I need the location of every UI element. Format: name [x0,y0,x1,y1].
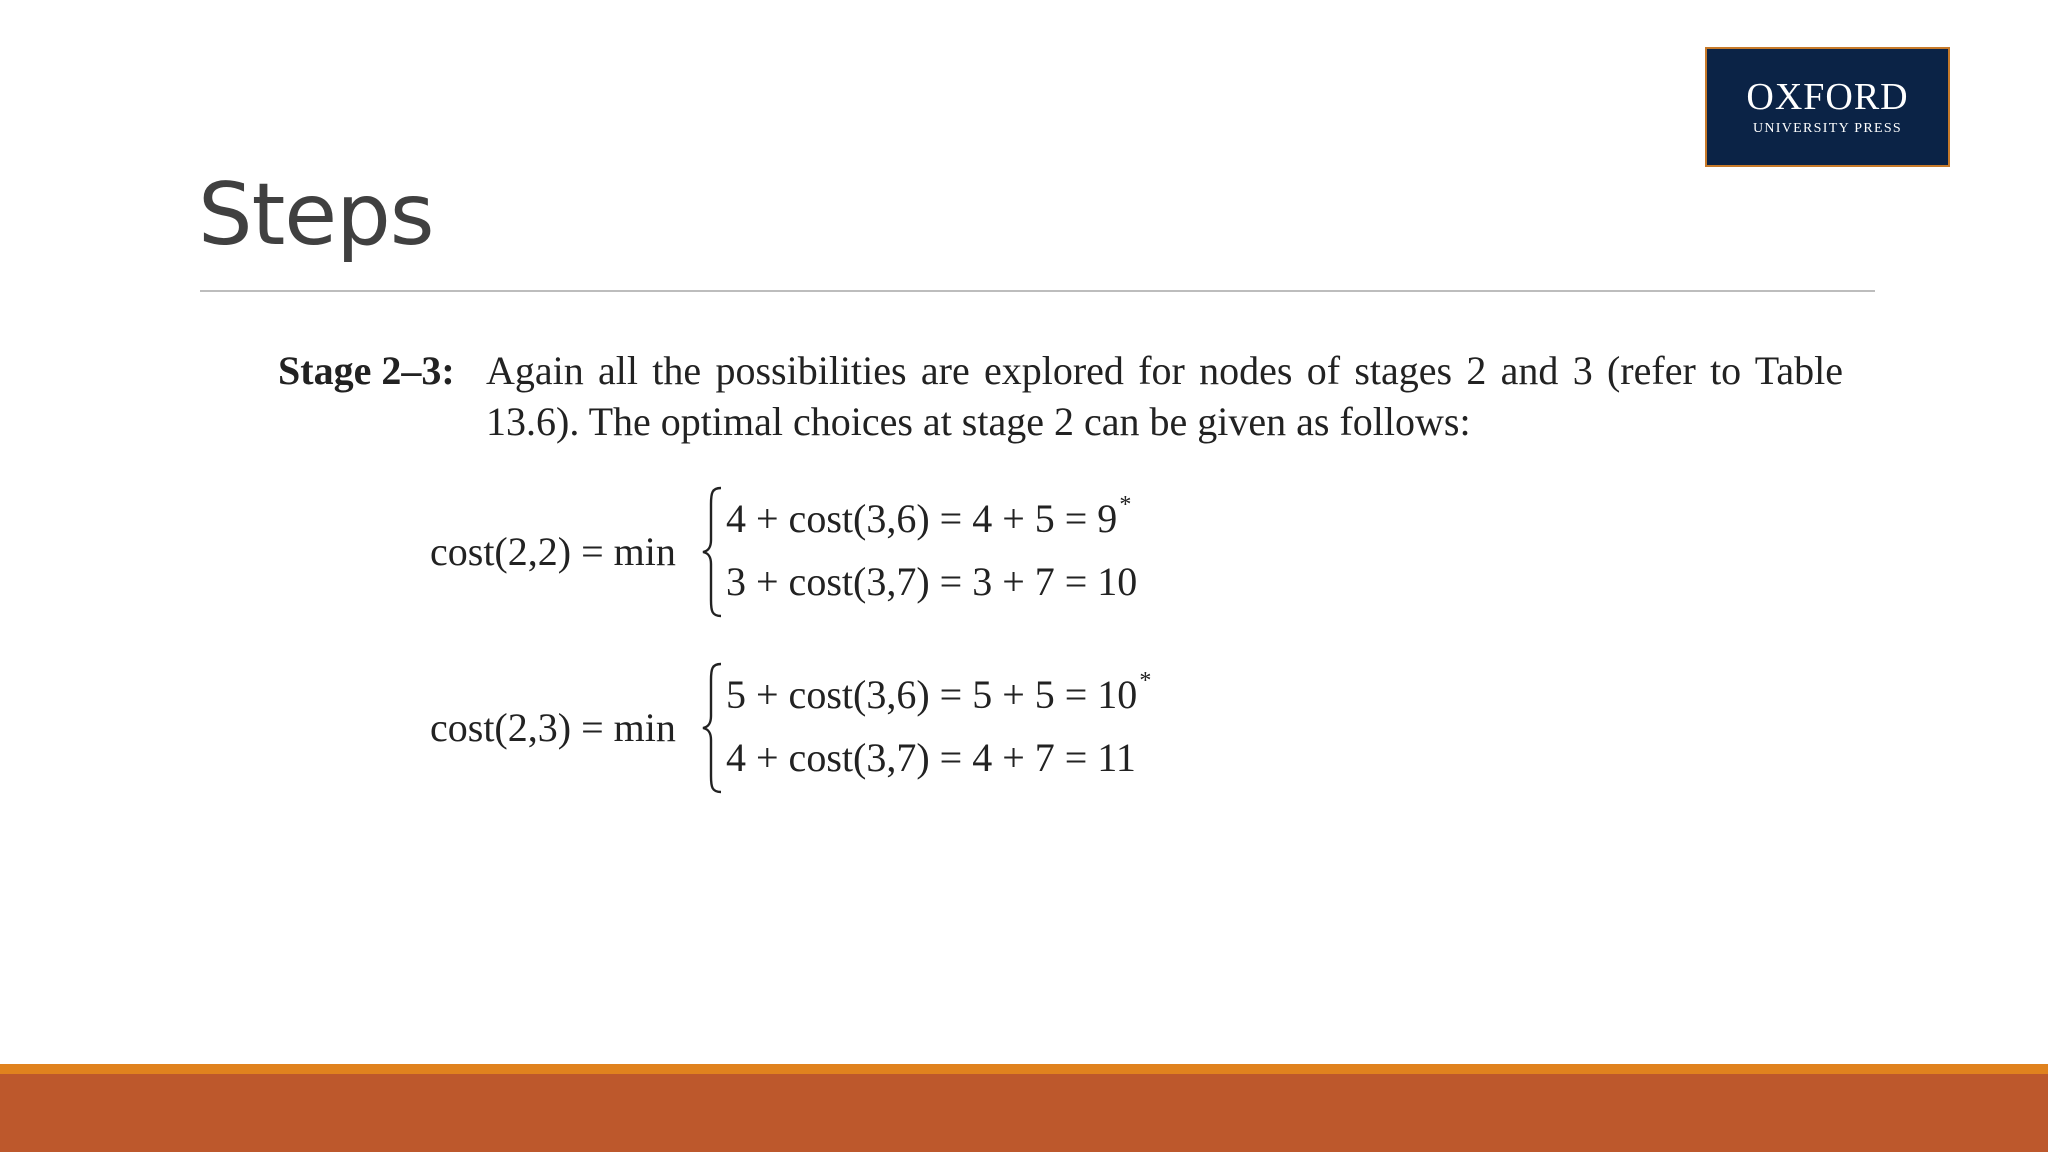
footer-bar [0,1074,2048,1152]
equation-case [726,494,1131,550]
footer-accent-bar [0,1064,2048,1074]
case-expression: 3 + cost(3,7) = 3 + 7 = 10 [726,559,1138,604]
oxford-logo [1705,47,1950,167]
stage-label: Stage 2–3: [278,348,455,393]
equation-case [726,557,1139,613]
equation-case [726,733,1138,789]
equation-lhs: cost(2,2) = min [430,529,676,574]
case-expression: 5 + cost(3,6) = 5 + 5 = 10 [726,672,1138,717]
logo-sub-text: UNIVERSITY PRESS [1752,121,1903,136]
optimal-marker: * [1119,492,1132,518]
left-brace-icon [700,484,724,620]
stage-text: Again all the possibilities are explored for nodes of stages 2 and 3 (refer to Table 13.6). The optimal choices at stage 2 can be given as follows: [486,348,1843,444]
equation-lhs: cost(2,3) = min [430,705,676,750]
optimal-marker: * [1139,668,1152,694]
logo-main-text: OXFORD [1746,76,1909,118]
stage-description [278,345,1843,447]
equation-case [726,670,1151,726]
title-divider [200,290,1875,292]
slide-title: Steps [198,165,434,265]
case-expression: 4 + cost(3,7) = 4 + 7 = 11 [726,735,1136,780]
case-expression: 4 + cost(3,6) = 4 + 5 = 9 [726,496,1118,541]
left-brace-icon [700,660,724,796]
